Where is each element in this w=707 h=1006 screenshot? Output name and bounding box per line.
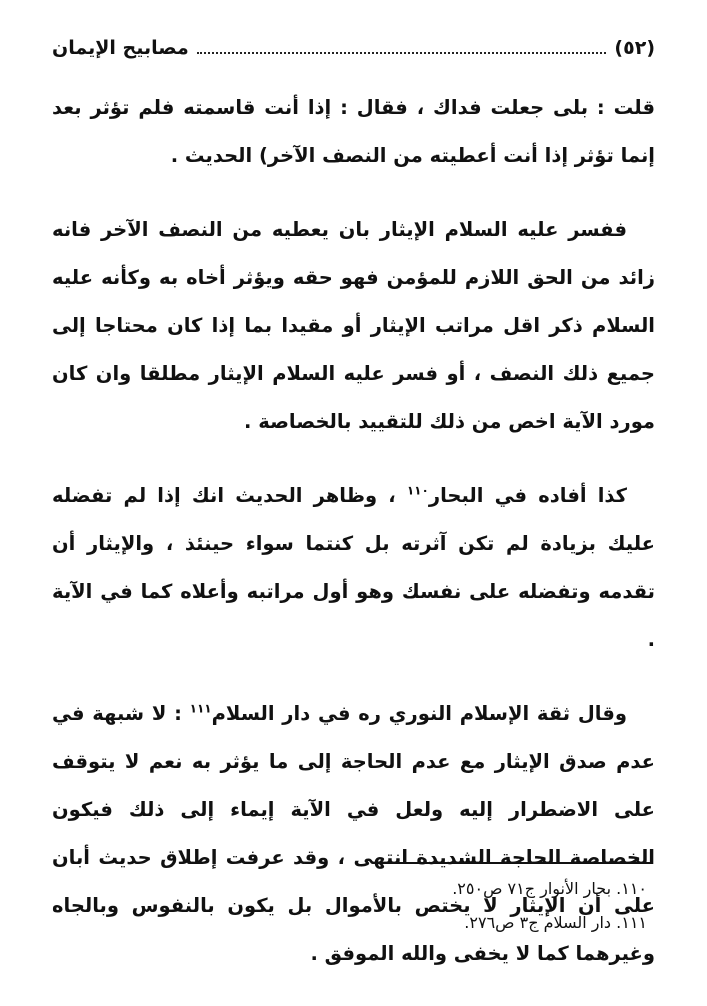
paragraph-1: قلت : بلى جعلت فداك ، فقال : إذا أنت قاسمته فلم تؤثر بعد إنما تؤثر إذا أنت أعطيته من النصف الآخر) الحديث .	[52, 96, 655, 167]
footnotes	[52, 872, 651, 940]
header-dotted-leader	[197, 51, 607, 54]
footnote-reference-110: ١١٠	[406, 483, 429, 498]
page-header	[52, 32, 655, 62]
paragraph-3-lead: كذا أفاده في البحار	[428, 484, 627, 507]
footnote-111: ١١١. دار السلام ج٣ ص٢٧٦.	[464, 913, 647, 932]
paragraph-2: ففسر عليه السلام الإيثار بان يعطيه من النصف الآخر فانه زائد من الحق اللازم للمؤمن فهو حقه ويؤثر أخاه به وكأنه عليه السلام ذكر اقل مراتب الإيثار أو مقيدا بما إذا كان محتاجا إلى جميع ذلك النصف ، أو فسر عليه السلام الإيثار مطلقا وان كان مورد الآية اخص من ذلك للتقييد بالخصاصة .	[52, 218, 655, 433]
paragraph-4-lead: وقال ثقة الإسلام النوري ره في دار السلام	[211, 702, 627, 725]
paragraph-4-rest: : لا شبهة في عدم صدق الإيثار مع عدم الحاجة إلى ما يؤثر به نعم لا يتوقف على الاضطرار إليه ولعل في الآية إيماء إلى ذلك فيكون الخصاصة الحاجة الشديدة انتهى ، وقد عرفت إطلاق حديث أبان على أن الإيثار لا يختص بالأموال بل يكون بالنفوس وبالجاه وغيرهما كما لا يخفى والله الموفق .	[52, 702, 655, 965]
paragraph-3-rest: ، وظاهر الحديث انك إذا لم تفضله عليك بزيادة لم تكن آثرته بل كنتما سواء حينئذ ، والإيثار أن تقدمه وتفضله على نفسك وهو أول مراتبه وأعلاه كما في الآية .	[52, 484, 655, 651]
main-text	[52, 84, 655, 1004]
footnote-reference-111: ١١١	[189, 701, 212, 716]
footnote-110: ١١٠. بحار الأنوار ج٧١ ص٢٥٠.	[452, 879, 647, 898]
running-title: مصابيح الإيمان	[52, 37, 189, 59]
paragraph-3	[52, 472, 655, 664]
footnote-separator	[373, 862, 651, 864]
page-number: (٥٢)	[614, 37, 655, 59]
